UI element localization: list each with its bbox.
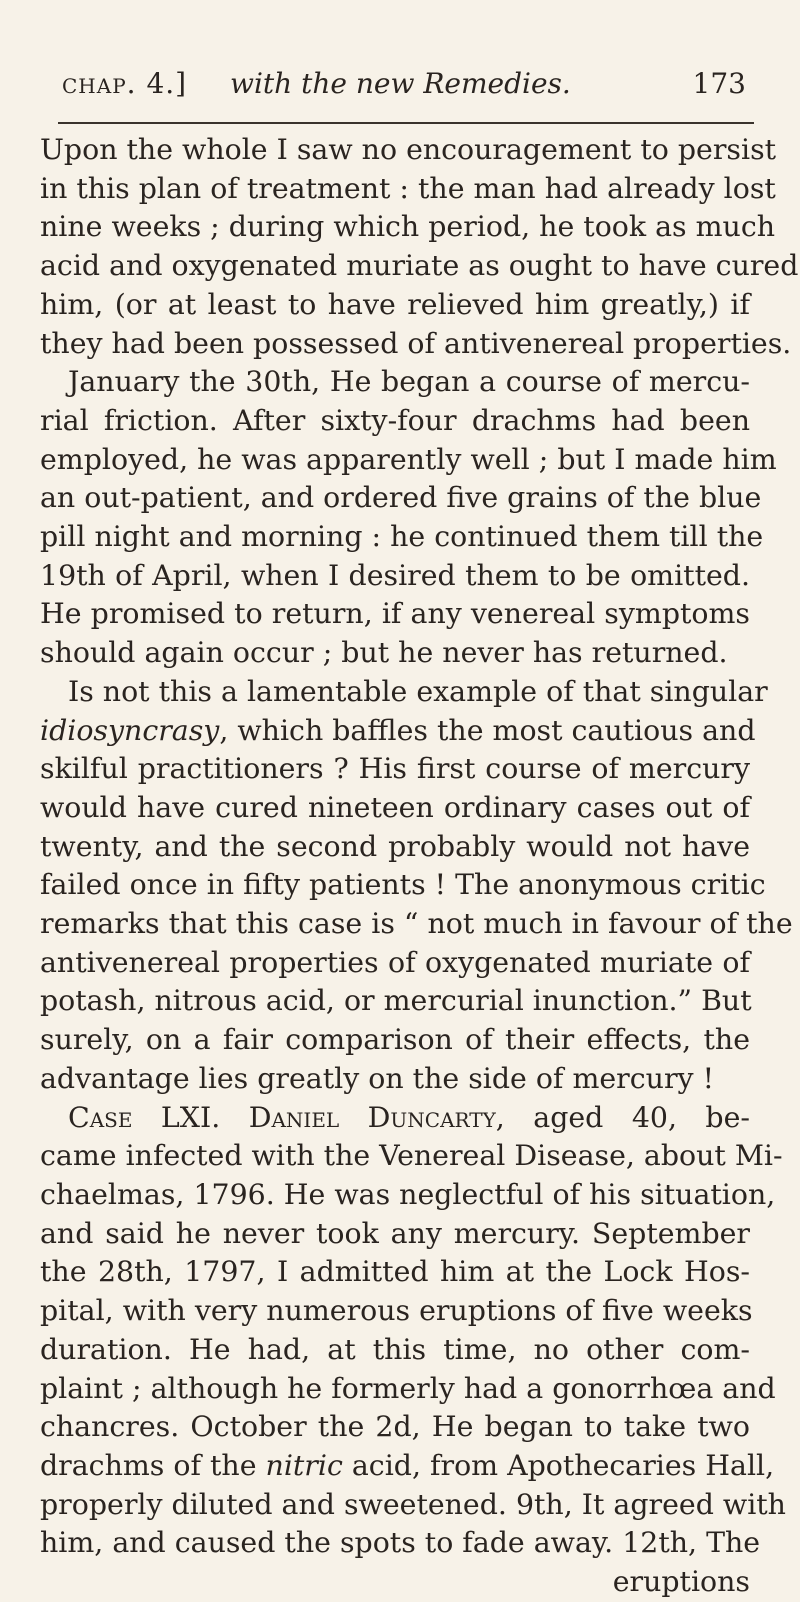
text-line: advantage lies greatly on the side of mercury ! [40,1061,714,1095]
header-rule [58,122,754,124]
text-fragment: , which baffles the most cautious and [219,713,756,747]
running-title: with the new Remedies. [230,67,571,100]
text-line: employed, he was apparently well ; but I made him [40,442,777,476]
text-line: and said he never took any mercury. September [40,1216,750,1250]
text-line: in this plan of treatment : the man had already lost [40,171,776,205]
paragraph-2 [40,363,777,673]
running-head [62,68,750,108]
text-line: twenty, and the second probably would not have [40,829,750,863]
text-line: Upon the whole I saw no encouragement to persist [40,133,777,166]
text-line [40,712,756,751]
text-line: chaelmas, 1796. He was neglectful of his situation, [40,1177,776,1211]
text-line: plaint ; although he formerly had a gonorrhœa and [40,1371,776,1405]
text-line [40,1099,750,1138]
page-number: 173 [692,67,746,100]
text-line: rial friction. After sixty-four drachms had been [40,403,750,437]
italic-term: nitric [265,1448,343,1482]
text-line: him, (or at least to have relieved him greatly,) if [40,287,750,321]
chapter-label: chap. 4.] [62,67,188,100]
catchword: eruptions [612,1565,750,1599]
text-line: properly diluted and sweetened. 9th, It agreed with [40,1487,786,1521]
text-line: should again occur ; but he never has returned. [40,636,728,670]
text-line: skilful practitioners ? His first course of mercury [40,752,750,786]
text-line [40,1447,775,1486]
paragraph-4 [40,1099,786,1602]
case-label: Case LXI. [68,1100,221,1134]
text-line: acid and oxygenated muriate as ought to have cured [40,249,799,283]
text-fragment: aged 40, be- [504,1100,751,1134]
patient-name: Daniel Duncarty, [248,1100,505,1134]
text-line: 19th of April, when I desired them to be omitted. [40,558,750,592]
text-line: surely, on a fair comparison of their effects, the [40,1023,750,1057]
text-line: pill night and morning : he continued them till the [40,520,764,554]
text-line: He promised to return, if any venereal symptoms [40,597,750,631]
text-line: January the 30th, He began a course of mercu- [68,365,750,399]
text-fragment: drachms of the [40,1448,266,1482]
text-line: nine weeks ; during which period, he took as much [40,210,776,244]
text-line: an out-patient, and ordered five grains of the blue [40,481,762,515]
text-fragment: acid, from Apothecaries Hall, [342,1448,775,1482]
paragraph-1 [40,131,799,363]
text-line: would have cured nineteen ordinary cases out of [40,790,750,824]
text-line: potash, nitrous acid, or mercurial inunction.” But [40,984,752,1018]
body-text [40,131,799,1602]
text-line: remarks that this case is “ not much in favour of the [40,907,793,941]
text-line: came infected with the Venereal Disease, about Mi- [40,1139,783,1173]
paragraph-3 [40,673,793,1099]
text-line: pital, with very numerous eruptions of five weeks [40,1294,753,1328]
text-line: duration. He had, at this time, no other com- [40,1332,750,1366]
text-line: chancres. October the 2d, He began to take two [40,1410,750,1444]
text-line: failed once in fifty patients ! The anonymous critic [40,868,766,902]
text-line: antivenereal properties of oxygenated muriate of [40,945,750,979]
text-line: they had been possessed of antivenereal properties. [40,326,792,360]
text-line: the 28th, 1797, I admitted him at the Lock Hos- [40,1255,750,1289]
text-line: him, and caused the spots to fade away. 12th, The [40,1526,761,1560]
italic-term: idiosyncrasy [40,713,220,747]
text-line: Is not this a lamentable example of that singular [68,674,768,708]
